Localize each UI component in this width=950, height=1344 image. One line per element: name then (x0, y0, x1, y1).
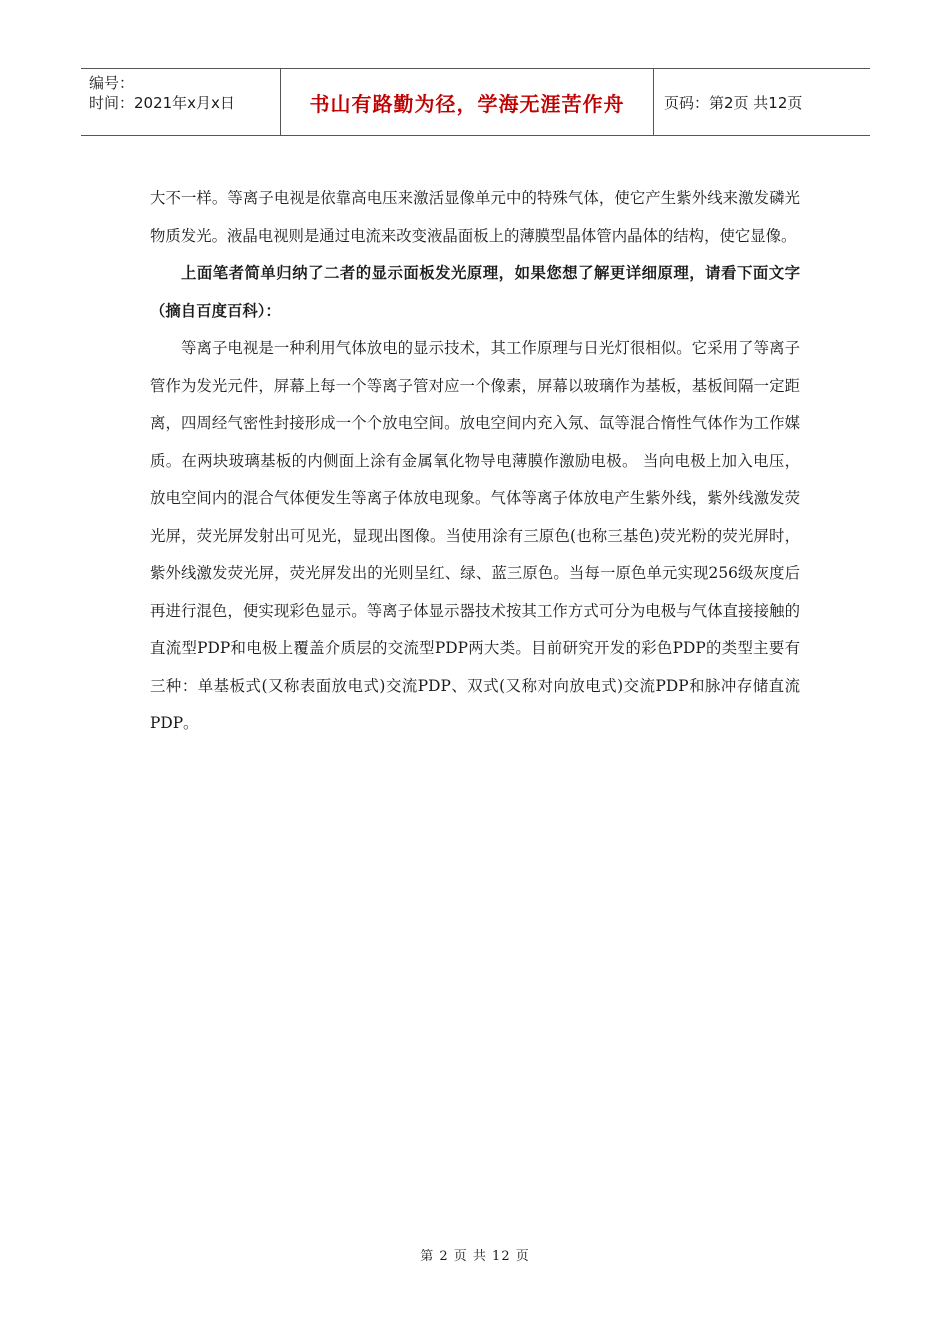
paragraph-continuation: 大不一样。等离子电视是依靠高电压来激活显像单元中的特殊气体，使它产生紫外线来激发磷光物质发光。液晶电视则是通过电流来改变液晶面板上的薄膜型晶体管内晶体的结构，使它显像。 (150, 189, 800, 245)
time-label: 时间：2021年x月x日 (89, 94, 235, 112)
header-meta (81, 69, 281, 135)
header-page-info: 页码：第2页 共12页 (664, 93, 803, 112)
header-motto: 书山有路勤为径，学海无涯苦作舟 (281, 69, 654, 135)
page-footer: 第 2 页 共 12 页 (420, 1249, 530, 1264)
paragraph-summary: 上面笔者简单归纳了二者的显示面板发光原理，如果您想了解更详细原理，请看下面文字（摘自百度百科）： (150, 264, 800, 320)
serial-label: 编号： (89, 74, 135, 92)
document-body (150, 180, 800, 743)
paragraph-plasma-principle: 等离子电视是一种利用气体放电的显示技术，其工作原理与日光灯很相似。它采用了等离子管作为发光元件，屏幕上每一个等离子管对应一个像素，屏幕以玻璃作为基板，基板间隔一定距离，四周经气密性封接形成一个个放电空间。放电空间内充入氖、氙等混合惰性气体作为工作媒质。在两块玻璃基板的内侧面上涂有金属氧化物导电薄膜作激励电极。 当向电极上加入电压，放电空间内的混合气体便发生等离子体放电现象。气体等离子体放电产生紫外线，紫外线激发荧光屏，荧光屏发射出可见光，显现出图像。当使用涂有三原色(也称三基色)荧光粉的荧光屏时，紫外线激发荧光屏，荧光屏发出的光则呈红、绿、蓝三原色。当每一原色单元实现256级灰度后再进行混色，便实现彩色显示。等离子体显示器技术按其工作方式可分为电极与气体直接接触的直流型PDP和电极上覆盖介质层的交流型PDP两大类。目前研究开发的彩色PDP的类型主要有三种：单基板式(又称表面放电式)交流PDP、双式(又称对向放电式)交流PDP和脉冲存储直流PDP。 (150, 339, 800, 732)
page-header (81, 68, 870, 136)
